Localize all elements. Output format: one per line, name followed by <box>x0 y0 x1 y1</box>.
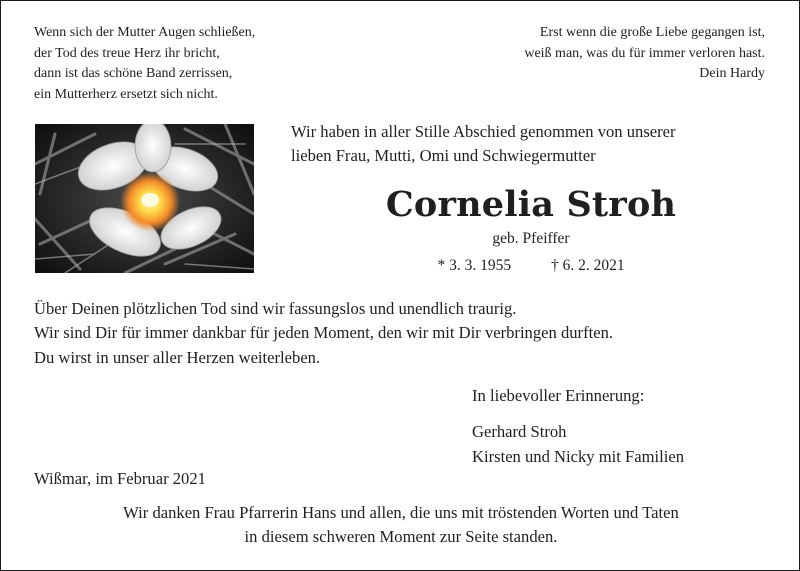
signoff <box>472 384 684 469</box>
thanks-text <box>1 501 800 550</box>
orchid-photo <box>35 124 254 273</box>
message-line: Über Deinen plötzlichen Tod sind wir fassungslos und unendlich traurig. <box>34 299 517 318</box>
verse-right <box>524 23 765 85</box>
place-date: Wißmar, im Februar 2021 <box>34 469 206 488</box>
intro-line: Wir haben in aller Stille Abschied genommen von unserer <box>291 122 676 141</box>
life-dates <box>353 255 709 277</box>
verse-line: ein Mutterherz ersetzt sich nicht. <box>34 87 218 103</box>
birth-date: * 3. 3. 1955 <box>437 257 512 274</box>
verse-left <box>34 23 255 106</box>
death-date: † 6. 2. 2021 <box>550 257 625 274</box>
message-text <box>34 297 613 370</box>
intro-text <box>291 120 676 169</box>
mourner-name: Kirsten und Nicky mit Familien <box>472 446 685 466</box>
message-line: Du wirst in unser aller Herzen weiterleben. <box>34 347 321 367</box>
thanks-line: in diesem schweren Moment zur Seite standen. <box>244 527 558 547</box>
verse-line: dann ist das schöne Band zerrissen, <box>34 66 233 82</box>
verse-line: Wenn sich der Mutter Augen schließen, <box>34 25 256 40</box>
verse-signature: Dein Hardy <box>699 66 765 82</box>
message-line: Wir sind Dir für immer dankbar für jeden Moment, den wir mit Dir verbringen durften. <box>34 323 614 343</box>
thanks-line: Wir danken Frau Pfarrerin Hans und allen, die uns mit tröstenden Worten und Taten <box>123 503 679 522</box>
deceased-name: Cornelia Stroh <box>385 184 677 225</box>
intro-line: lieben Frau, Mutti, Omi und Schwiegermutter <box>291 146 596 166</box>
mourner-name: Gerhard Stroh <box>472 422 567 442</box>
verse-line: weiß man, was du für immer verloren hast. <box>524 45 765 61</box>
signoff-heading: In liebevoller Erinnerung: <box>472 386 645 405</box>
birth-name: geb. Pfeiffer <box>492 230 570 247</box>
verse-line: der Tod des treue Herz ihr bricht, <box>34 45 220 61</box>
verse-line: Erst wenn die große Liebe gegangen ist, <box>539 25 765 40</box>
